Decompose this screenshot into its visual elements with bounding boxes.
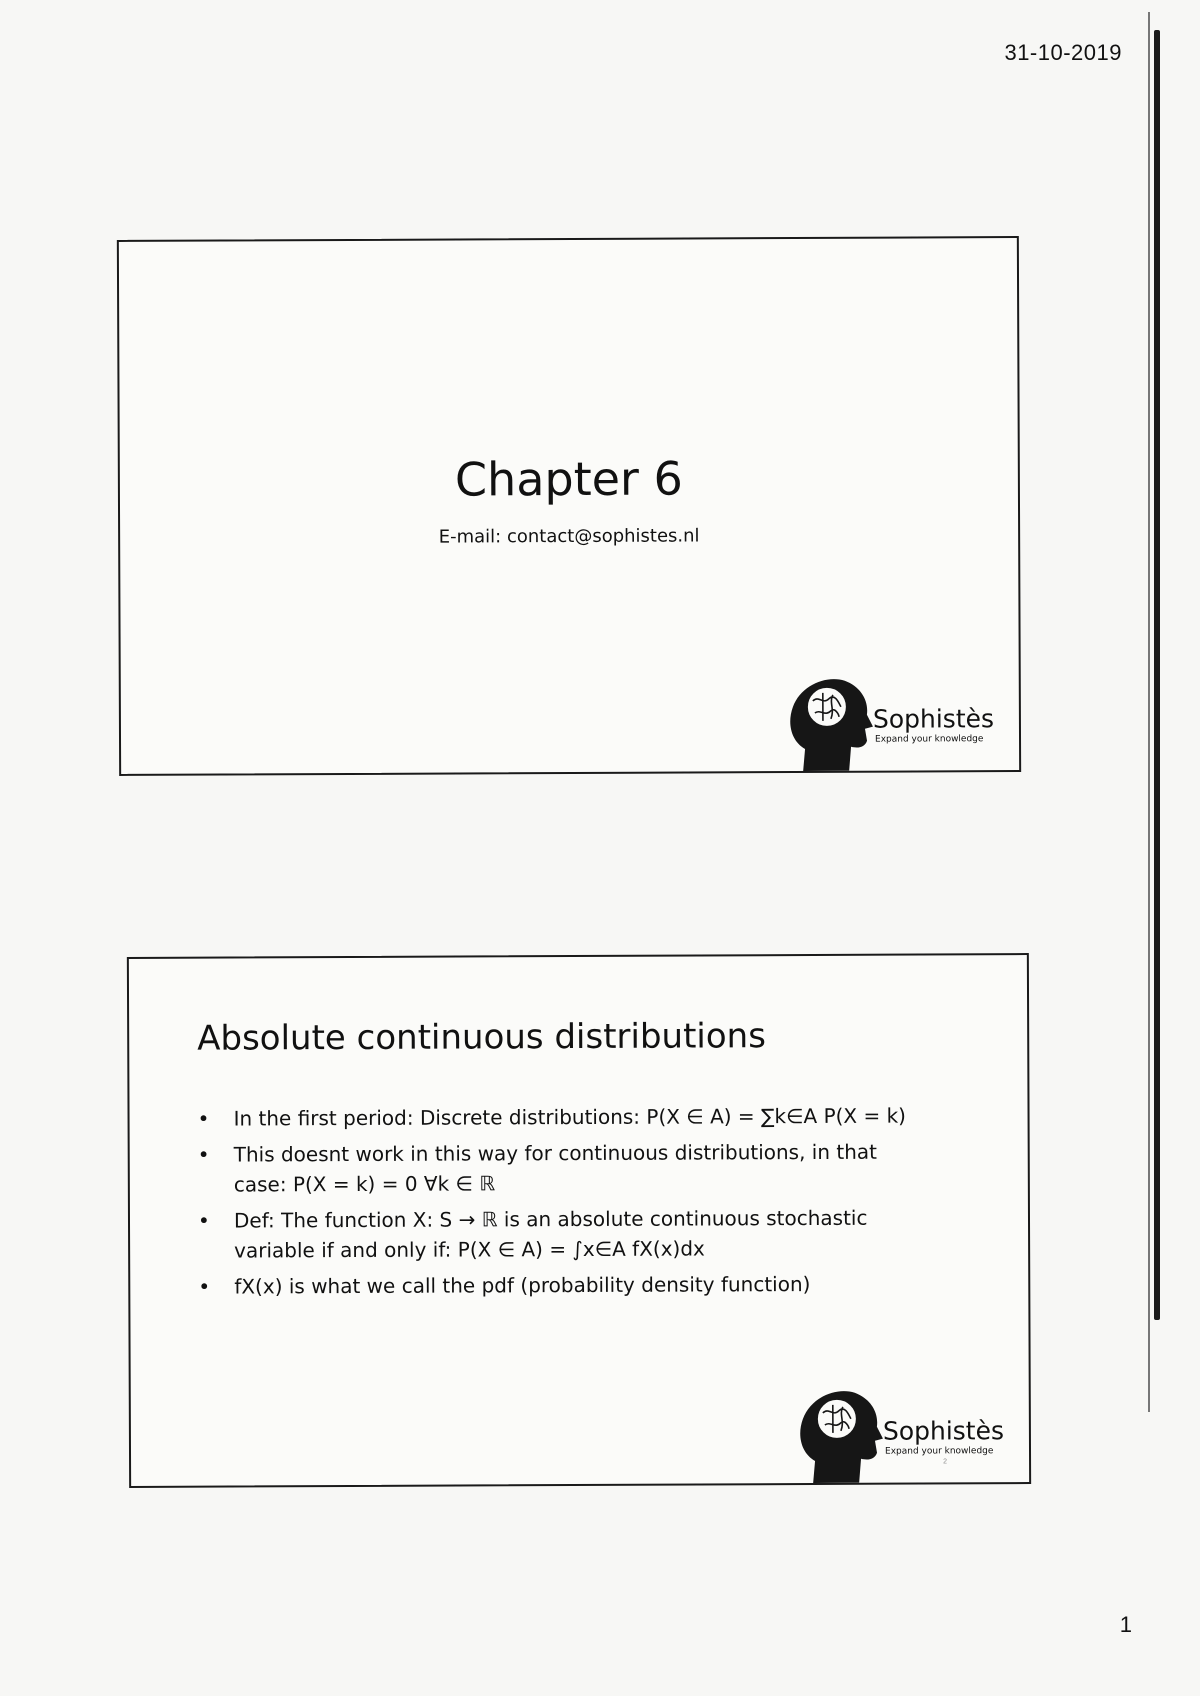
logo-tagline: Expand your knowledge xyxy=(884,1446,994,1457)
logo-name: Sophistès xyxy=(882,1416,1005,1446)
logo-name: Sophistès xyxy=(872,704,995,734)
slide-2 xyxy=(127,953,1031,1488)
sophistes-logo xyxy=(793,1382,1013,1483)
page-edge-line xyxy=(1148,12,1150,1412)
bullet-list xyxy=(197,1101,918,1308)
bullet-item: • In the first period: Discrete distributions: P(X ∈ A) = ∑k∈A P(X = k) xyxy=(197,1101,917,1134)
bullet-item: • Def: The function X: S → ℝ is an absolute continuous stochastic variable if and only if: P(X ∈ A) = ∫x∈A fX(x)dx xyxy=(198,1203,918,1266)
page-date: 31-10-2019 xyxy=(1004,40,1122,65)
logo-tagline: Expand your knowledge xyxy=(875,734,984,745)
bullet-item: • This doesnt work in this way for continuous distributions, in that case: P(X = k) = 0 ∀k ∈ ℝ xyxy=(198,1137,918,1200)
sophistes-logo xyxy=(783,670,1003,771)
brain-head-icon xyxy=(793,1383,889,1483)
slide-title: Absolute continuous distributions xyxy=(197,1016,766,1059)
contact-email: E-mail: contact@sophistes.nl xyxy=(438,525,700,548)
slide-1 xyxy=(117,236,1021,776)
page-number: 1 xyxy=(1119,1612,1132,1637)
bullet-item: • fX(x) is what we call the pdf (probability density function) xyxy=(198,1269,918,1302)
slide-number: 2 xyxy=(943,1458,947,1466)
slide-title: Chapter 6 xyxy=(454,451,683,507)
page-edge-shadow xyxy=(1154,30,1160,1320)
brain-head-icon xyxy=(783,671,879,771)
